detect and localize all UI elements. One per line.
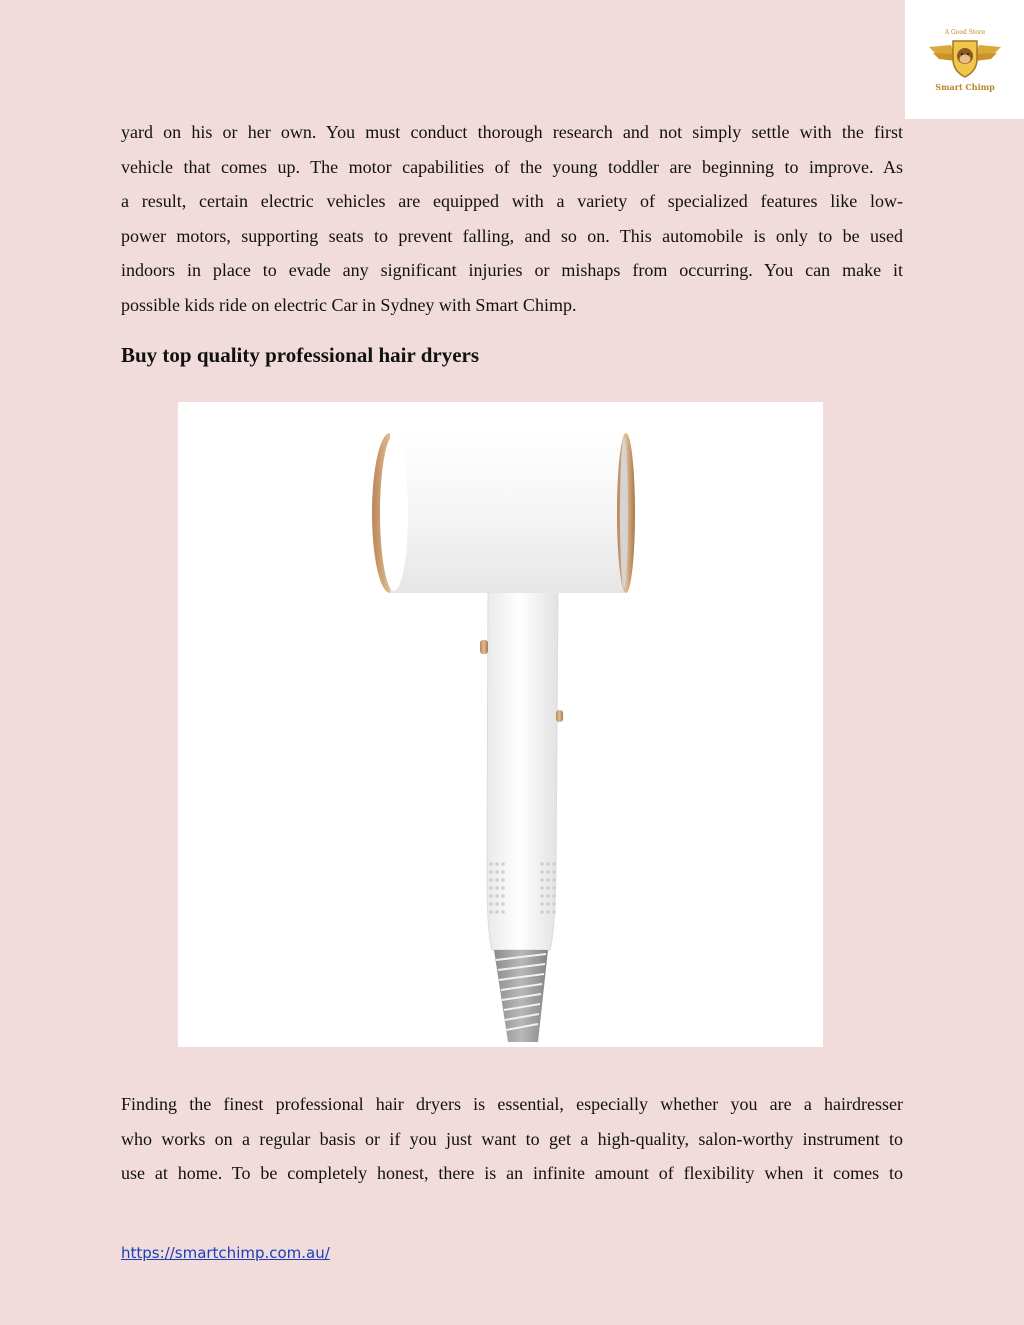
paragraph-line: Finding the finest professional hair dryers is essential, especially whether you are a hairdresser	[121, 1094, 903, 1114]
intro-paragraph	[121, 115, 903, 322]
paragraph-line: indoors in place to evade any significant injuries or mishaps from occurring. You can make it	[121, 260, 903, 280]
body-paragraph	[121, 1087, 903, 1191]
paragraph-line: yard on his or her own. You must conduct thorough research and not simply settle with the first	[121, 122, 903, 142]
paragraph-line: who works on a regular basis or if you just want to get a high-quality, salon-worthy instrument to	[121, 1128, 903, 1149]
hair-dryer-icon	[178, 402, 823, 1047]
paragraph-line: power motors, supporting seats to prevent falling, and so on. This automobile is only to be used	[121, 225, 903, 246]
smart-chimp-logo-icon	[925, 25, 1005, 95]
logo-brand-name: Smart Chimp	[934, 81, 995, 92]
paragraph-line: use at home. To be completely honest, there is an infinite amount of flexibility when it comes to	[121, 1163, 903, 1183]
paragraph-line: vehicle that comes up. The motor capabilities of the young toddler are beginning to improve. As	[121, 156, 903, 177]
paragraph-line: possible kids ride on electric Car in Sydney with Smart Chimp.	[121, 294, 577, 315]
brand-logo[interactable]	[905, 0, 1024, 119]
paragraph-line: a result, certain electric vehicles are equipped with a variety of specialized features like low-	[121, 191, 903, 211]
hair-dryer-image	[178, 402, 823, 1047]
logo-tagline: A Good Store	[944, 28, 985, 36]
section-heading: Buy top quality professional hair dryers	[121, 343, 480, 367]
website-link[interactable]: https://smartchimp.com.au/	[121, 1244, 330, 1262]
